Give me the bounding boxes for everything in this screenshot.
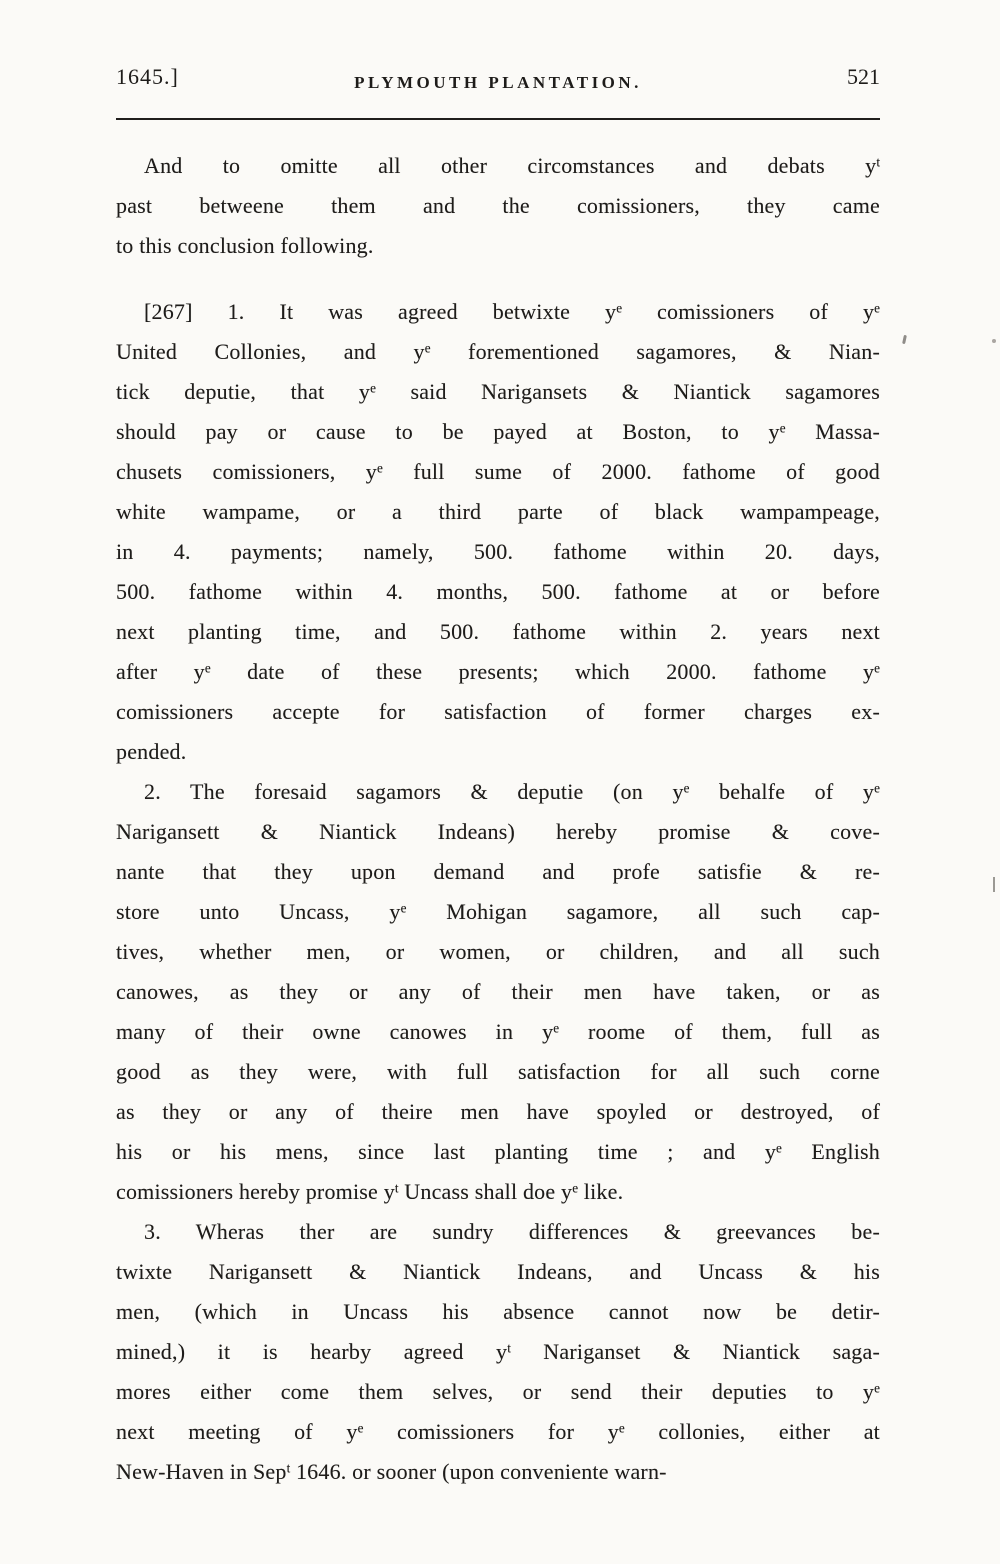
page-header	[116, 0, 880, 94]
paragraph	[116, 292, 880, 772]
scan-artifact	[993, 877, 995, 892]
header-page-number: 521	[847, 64, 880, 89]
text-line: chusets comissioners, $y^e$ full sume of 2000. fathome of good	[116, 459, 880, 484]
text-line: nante that they upon demand and profe satisfie & re-	[116, 859, 880, 884]
text-line: to this conclusion following.	[116, 233, 374, 258]
text-line: store unto Uncass, $y^e$ Mohigan sagamore, all such cap-	[116, 899, 880, 924]
text-line: 3. Wheras ther are sundry differences & greevances be-	[144, 1219, 880, 1244]
text-line: United Collonies, and $y^e$ forementioned sagamores, & Nian-	[116, 339, 880, 364]
text-line: mined,) it is hearby agreed $y^t$ Nariganset & Niantick saga-	[116, 1339, 880, 1364]
text-line: 500. fathome within 4. months, 500. fathome at or before	[116, 579, 880, 604]
text-line: [267] 1. It was agreed betwixte $y^e$ comissioners of $y^e$	[144, 299, 881, 324]
paragraph	[116, 146, 880, 266]
page-body	[116, 146, 880, 1492]
text-line: his or his mens, since last planting time ; and $y^e$ English	[116, 1139, 880, 1164]
text-line: And to omitte all other circomstances and debats $y^t$	[144, 153, 880, 178]
text-line: tick deputie, that $y^e$ said Narigansets & Niantick sagamores	[116, 379, 880, 404]
text-line: after $y^e$ date of these presents; which 2000. fathome $y^e$	[116, 659, 881, 684]
scan-artifact	[992, 339, 996, 343]
scan-artifact	[902, 335, 907, 344]
text-line: twixte Narigansett & Niantick Indeans, and Uncass & his	[116, 1259, 880, 1284]
paragraph	[116, 1212, 880, 1492]
text-line: comissioners hereby promise $y^t$ Uncass shall doe $y^e$ like.	[116, 1179, 624, 1204]
text-line: as they or any of theire men have spoyled or destroyed, of	[116, 1099, 880, 1124]
text-line: in 4. payments; namely, 500. fathome within 20. days,	[116, 539, 880, 564]
text-line: New-Haven in Sep$^t$ 1646. or sooner (upon conveniente warn-	[116, 1459, 667, 1484]
text-line: white wampame, or a third parte of black wampampeage,	[116, 499, 880, 524]
text-line: mores either come them selves, or send their deputies to $y^e$	[116, 1379, 880, 1404]
header-year: 1645.]	[116, 64, 179, 89]
text-line: should pay or cause to be payed at Boston, to $y^e$ Massa-	[116, 419, 880, 444]
text-line: tives, whether men, or women, or children, and all such	[116, 939, 880, 964]
text-line: next planting time, and 500. fathome within 2. years next	[116, 619, 880, 644]
header-title: PLYMOUTH PLANTATION.	[354, 73, 642, 92]
text-line: comissioners accepte for satisfaction of former charges ex-	[116, 699, 880, 724]
text-line: next meeting of $y^e$ comissioners for $y^e$ collonies, either at	[116, 1419, 880, 1444]
header-rule	[116, 118, 880, 120]
text-line: 2. The foresaid sagamors & deputie (on $y^e$ behalfe of $y^e$	[144, 779, 880, 804]
text-line: many of their owne canowes in $y^e$ roome of them, full as	[116, 1019, 881, 1044]
text-line: past betweene them and the comissioners, they came	[116, 193, 880, 218]
text-line: pended.	[116, 739, 187, 764]
paragraph	[116, 772, 880, 1212]
text-line: canowes, as they or any of their men have taken, or as	[116, 979, 880, 1004]
text-line: good as they were, with full satisfaction for all such corne	[116, 1059, 880, 1084]
text-line: Narigansett & Niantick Indeans) hereby promise & cove-	[116, 819, 880, 844]
text-line: men, (which in Uncass his absence cannot now be detir-	[116, 1299, 880, 1324]
